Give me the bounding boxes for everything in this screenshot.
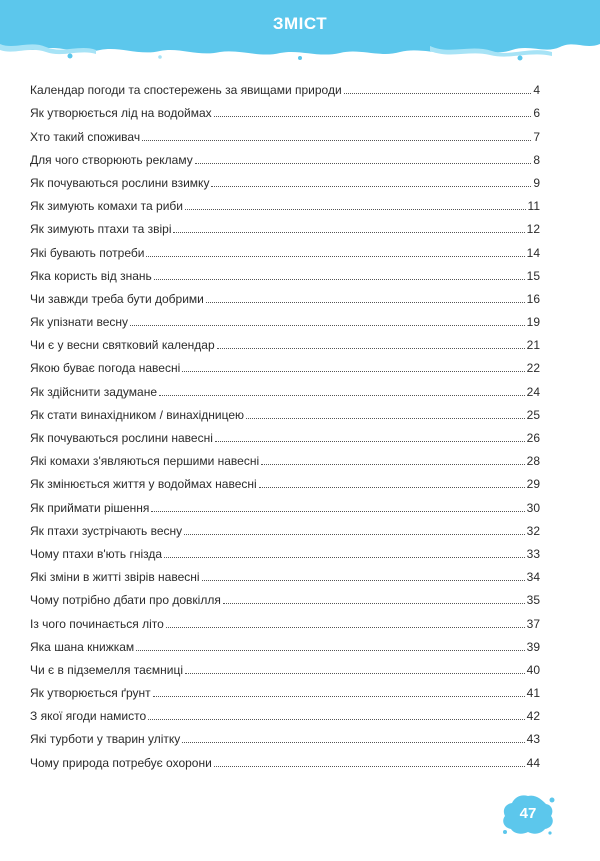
dot-leader [136, 650, 524, 651]
toc-entry-page: 12 [526, 222, 540, 237]
dot-leader [246, 418, 525, 419]
toc-entry [30, 399, 540, 422]
toc-entry [30, 584, 540, 607]
page-number-badge [500, 792, 556, 836]
toc-entry [30, 97, 540, 120]
toc-entry-page: 30 [526, 500, 540, 515]
toc-entry-title: Як змінюється життя у водоймах навесні [30, 477, 257, 492]
toc-entry-title: Чому потрібно дбати про довкілля [30, 593, 221, 608]
toc-entry [30, 468, 540, 491]
dot-leader [166, 627, 525, 628]
toc-entry-page: 39 [526, 639, 540, 654]
dot-leader [182, 742, 524, 743]
toc-entry [30, 491, 540, 514]
toc-entry [30, 746, 540, 769]
toc-entry [30, 144, 540, 167]
dot-leader [185, 673, 525, 674]
toc-entry-title: Як здійснити задумане [30, 384, 157, 399]
dot-leader [259, 487, 525, 488]
toc-entry-page: 16 [526, 291, 540, 306]
toc-entry-page: 6 [533, 106, 540, 121]
dot-leader [173, 232, 524, 233]
toc-entry-title: Якою буває погода навесні [30, 361, 181, 376]
dot-leader [184, 534, 524, 535]
toc-entry [30, 445, 540, 468]
toc-entry-title: Які комахи з'являються першими навесні [30, 454, 260, 469]
dot-leader [214, 766, 525, 767]
toc-entry-page: 24 [526, 384, 540, 399]
toc-entry [30, 120, 540, 143]
dot-leader [154, 279, 525, 280]
dot-leader [182, 371, 524, 372]
toc-entry-title: З якої ягоди намисто [30, 709, 147, 724]
toc-entry-page: 29 [526, 477, 540, 492]
toc-entry-page: 40 [526, 662, 540, 677]
toc-entry-page: 14 [526, 245, 540, 260]
dot-leader [214, 116, 532, 117]
toc-entry [30, 654, 540, 677]
toc-entry-page: 33 [526, 546, 540, 561]
toc-entry-page: 28 [526, 454, 540, 469]
dot-leader [215, 441, 525, 442]
toc-entry-title: Із чого починається літо [30, 616, 164, 631]
dot-leader [153, 696, 525, 697]
toc-entry [30, 607, 540, 630]
dot-leader [195, 163, 532, 164]
toc-entry [30, 236, 540, 259]
toc-entry-title: Які бувають потреби [30, 245, 145, 260]
toc-entry-title: Чому птахи в'ють гнізда [30, 546, 163, 561]
toc-entry [30, 306, 540, 329]
page-title: ЗМІСТ [272, 14, 328, 33]
toc-entry [30, 700, 540, 723]
toc-entry-title: Як птахи зустрічають весну [30, 523, 183, 538]
toc-entry-page: 37 [526, 616, 540, 631]
toc-entry [30, 375, 540, 398]
toc-entry-page: 22 [526, 361, 540, 376]
toc-entry [30, 631, 540, 654]
toc-entry-page: 9 [533, 175, 540, 190]
toc-entry [30, 213, 540, 236]
toc-entry-title: Як почуваються рослини взимку [30, 175, 210, 190]
dot-leader [206, 302, 525, 303]
toc-entry-page: 42 [526, 709, 540, 724]
toc-entry-page: 25 [526, 407, 540, 422]
toc-entry-title: Як зимують комахи та риби [30, 199, 183, 214]
dot-leader [142, 140, 531, 141]
toc-entry-page: 21 [526, 338, 540, 353]
toc-entry-title: Як упізнати весну [30, 315, 129, 330]
dot-leader [159, 395, 525, 396]
toc-entry [30, 422, 540, 445]
dot-leader [130, 325, 525, 326]
toc-entry [30, 167, 540, 190]
toc-entry-page: 43 [526, 732, 540, 747]
toc-entry [30, 723, 540, 746]
toc-entry-title: Як утворюється лід на водоймах [30, 106, 212, 121]
dot-leader [164, 557, 525, 558]
dot-leader [344, 93, 532, 94]
dot-leader [211, 186, 531, 187]
toc-entry [30, 260, 540, 283]
toc-entry [30, 538, 540, 561]
toc-entry-page: 34 [526, 570, 540, 585]
dot-leader [261, 464, 525, 465]
dot-leader [146, 256, 524, 257]
dot-leader [217, 348, 525, 349]
toc-entry-page: 15 [526, 268, 540, 283]
toc-entry-title: Чи є у весни святковий календар [30, 338, 215, 353]
dot-leader [148, 719, 524, 720]
dot-leader [223, 603, 525, 604]
toc-entry-title: Чому природа потребує охорони [30, 755, 212, 770]
toc-entry-page: 7 [533, 129, 540, 144]
toc-entry-page: 32 [526, 523, 540, 538]
dot-leader [202, 580, 525, 581]
toc-entry-title: Хто такий споживач [30, 129, 141, 144]
toc-entry-page: 8 [533, 152, 540, 167]
dot-leader [185, 209, 526, 210]
toc-entry-page: 11 [527, 199, 540, 214]
toc-entry-title: Чи завжди треба бути добрими [30, 291, 204, 306]
toc-entry-title: Які зміни в житті звірів навесні [30, 570, 200, 585]
page-number: 47 [519, 805, 537, 822]
toc-entry [30, 677, 540, 700]
toc-entry-title: Чи є в підземелля таємниці [30, 662, 184, 677]
toc-entry-title: Як зимують птахи та звірі [30, 222, 172, 237]
header-banner [0, 0, 600, 62]
toc-entry [30, 561, 540, 584]
toc-entry-page: 44 [526, 755, 540, 770]
toc-entry [30, 352, 540, 375]
toc-entry [30, 329, 540, 352]
toc-entry-title: Як почуваються рослини навесні [30, 431, 213, 445]
toc-entry-title: Як утворюється ґрунт [30, 686, 151, 701]
toc-entry [30, 283, 540, 306]
toc-entry-page: 26 [526, 431, 540, 445]
toc-entry-title: Календар погоди та спостережень за явищами природи [30, 83, 342, 98]
toc-entry [30, 74, 540, 97]
toc-entry [30, 515, 540, 538]
toc-entry-page: 19 [526, 315, 540, 330]
toc-entry-title: Які турботи у тварин улітку [30, 732, 181, 747]
toc-entry-page: 41 [526, 686, 540, 701]
toc-entry-title: Для чого створюють рекламу [30, 152, 193, 167]
dot-leader [151, 511, 524, 512]
toc-entry-title: Яка шана книжкам [30, 639, 135, 654]
toc-entry [30, 190, 540, 213]
toc-entry-page: 4 [533, 83, 540, 98]
toc-entry-title: Як стати винахідником / винахідницею [30, 407, 245, 422]
toc-entry-title: Яка користь від знань [30, 268, 152, 283]
toc-entry-page: 35 [526, 593, 540, 608]
toc-entry-title: Як приймати рішення [30, 500, 150, 515]
table-of-contents [30, 74, 540, 770]
